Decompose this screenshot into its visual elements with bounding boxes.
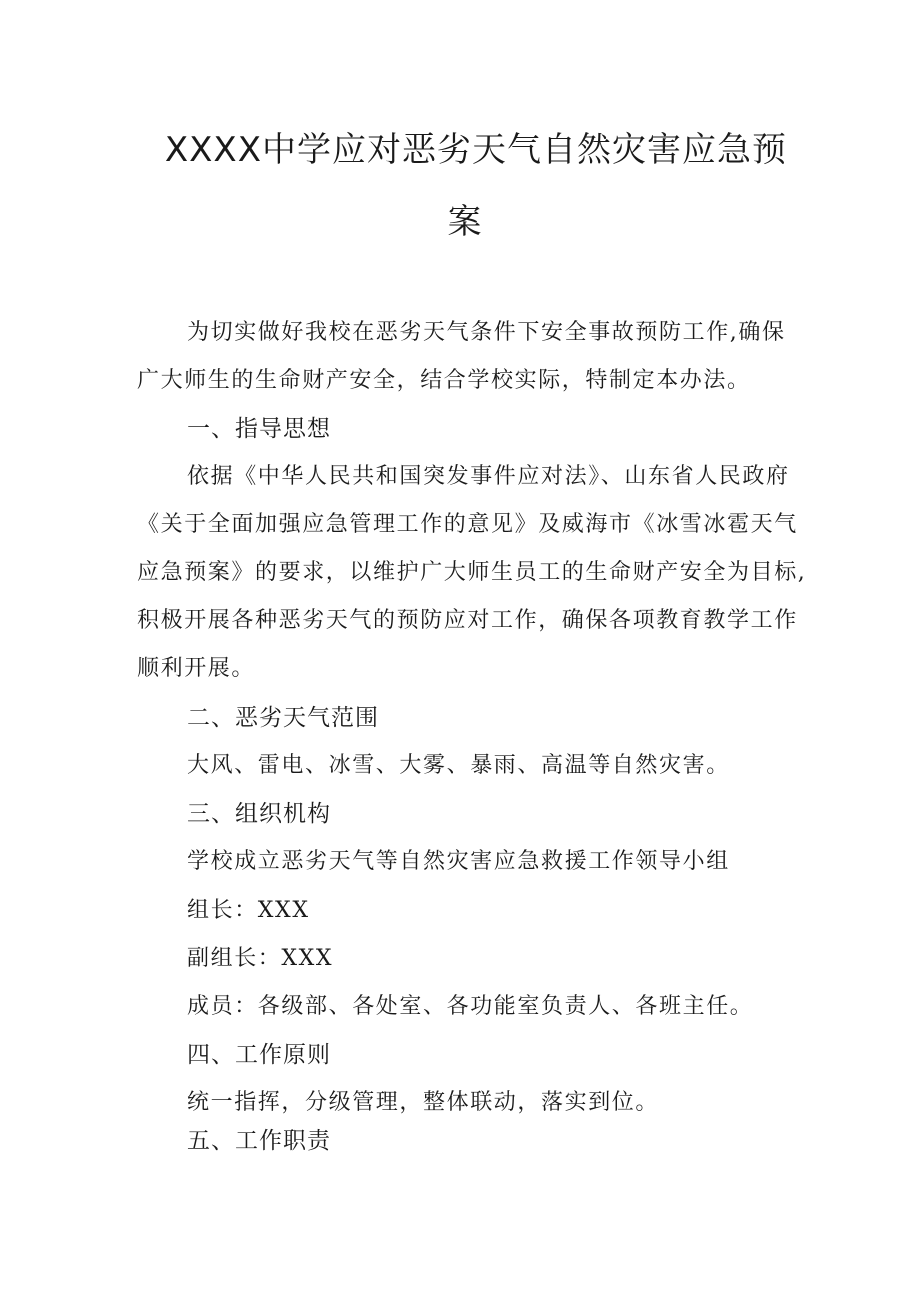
section-1-line-4: 积极开展各种恶劣天气的预防应对工作，确保各项教育教学工作 xyxy=(137,608,798,633)
section-1-line-2: 《关于全面加强应急管理工作的意见》及威海市《冰雪冰雹天气 xyxy=(137,512,798,537)
section-2-line: 大风、雷电、冰雪、大雾、暴雨、高温等自然灾害。 xyxy=(187,753,730,778)
section-1-line-3: 应急预案》的要求，以维护广大师生员工的生命财产安全为目标, xyxy=(137,560,807,585)
section-1-heading: 一、指导思想 xyxy=(187,416,331,442)
intro-paragraph-line-2: 广大师生的生命财产安全，结合学校实际，特制定本办法。 xyxy=(137,368,751,393)
intro-paragraph-line-1: 为切实做好我校在恶劣天气条件下安全事故预防工作,确保 xyxy=(187,320,786,345)
section-3-line-1: 学校成立恶劣天气等自然灾害应急救援工作领导小组 xyxy=(187,849,730,874)
section-4-heading: 四、工作原则 xyxy=(187,1042,331,1068)
section-1-line-5: 顺利开展。 xyxy=(137,656,256,681)
section-2-heading: 二、恶劣天气范围 xyxy=(187,705,379,731)
section-5-heading: 五、工作职责 xyxy=(187,1128,331,1154)
section-3-members: 成员：各级部、各处室、各功能室负责人、各班主任。 xyxy=(187,994,754,1019)
section-3-leader: 组长：XXX xyxy=(187,898,310,923)
document-title-line-2: 案 xyxy=(447,202,483,242)
section-1-line-1: 依据《中华人民共和国突发事件应对法》、山东省人民政府 xyxy=(187,464,790,489)
section-3-deputy: 副组长：XXX xyxy=(187,946,334,971)
section-3-heading: 三、组织机构 xyxy=(187,801,331,827)
section-4-line: 统一指挥，分级管理，整体联动，落实到位。 xyxy=(187,1090,660,1115)
document-title-line-1: XXXX中学应对恶劣天气自然灾害应急预 xyxy=(164,130,787,170)
